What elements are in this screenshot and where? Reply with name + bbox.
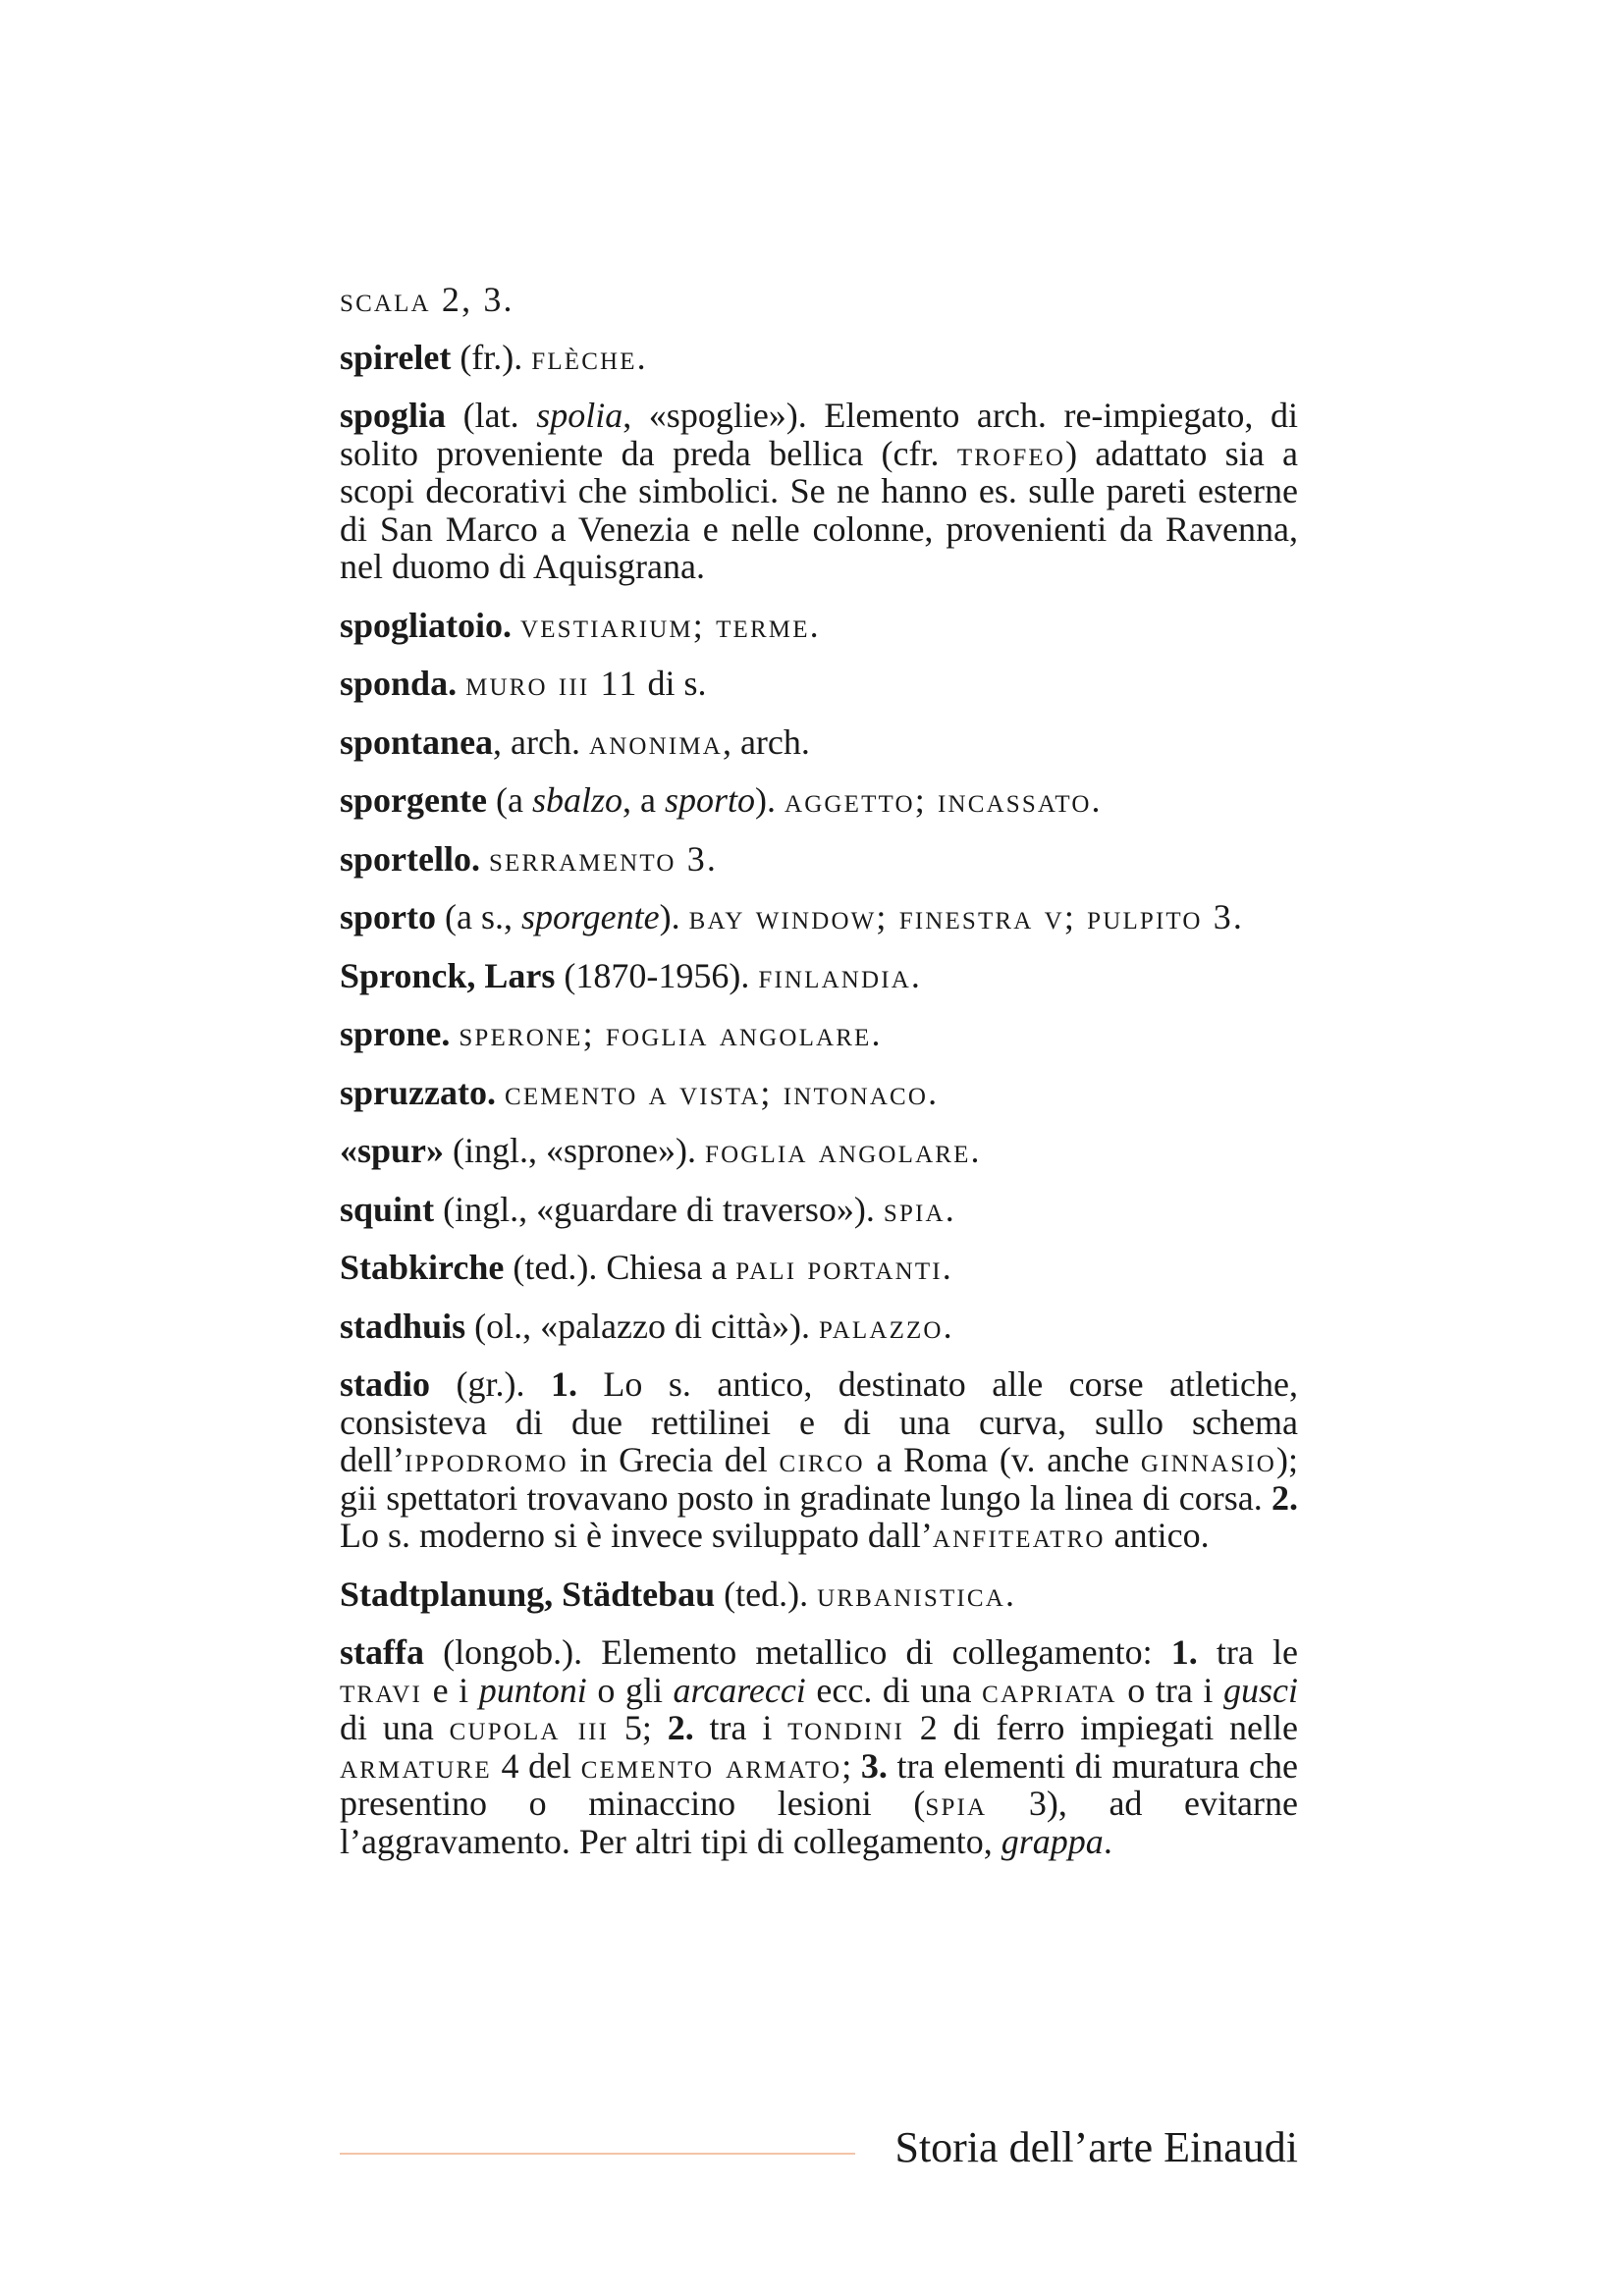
- entry-text: [450, 1014, 459, 1053]
- cross-reference: flèche.: [531, 337, 648, 377]
- entry-text: in Grecia del: [568, 1440, 780, 1479]
- entry-text: , arch.: [722, 721, 810, 762]
- entry-text: Lo s. antico, destinato alle corse atletiche, consisteva di due rettilinei e di una curva, sullo schema dell’: [340, 1364, 1298, 1479]
- cross-reference: spia: [925, 1784, 988, 1823]
- sense-number: 1.: [1170, 1632, 1198, 1672]
- italic-term: gusci: [1223, 1670, 1298, 1710]
- entry-text: tra i: [693, 1708, 788, 1747]
- entry-text: o gli: [586, 1670, 674, 1710]
- cross-reference: sperone; foglia angolare.: [459, 1014, 883, 1053]
- entry-text: , «spoglie»). Elemento arch. re-impiegato, di solito proveniente da preda bellica (cfr.: [340, 396, 1298, 473]
- italic-term: sporto: [664, 780, 755, 820]
- entry-text: (1870-1956).: [555, 955, 759, 995]
- cross-reference: cupola iii: [449, 1708, 610, 1747]
- entry-text: (lat.: [446, 396, 537, 435]
- entry-text: ).: [659, 897, 689, 936]
- entry-headword: sporto: [340, 897, 436, 936]
- entry-headword: Spronck, Lars: [340, 955, 556, 995]
- entry-text: .: [1103, 1821, 1112, 1861]
- dictionary-entry: [340, 1365, 1298, 1555]
- dictionary-entry: [340, 1308, 1298, 1346]
- cross-reference: anonima: [589, 721, 723, 762]
- entry-text: ); gii spettatori trovavano posto in gradinate lungo la linea di corsa.: [340, 1440, 1299, 1518]
- entry-headword: staffa: [340, 1632, 424, 1672]
- entry-text: [512, 606, 520, 645]
- italic-term: grappa: [1001, 1821, 1104, 1861]
- entry-text: a Roma (v. anche: [864, 1440, 1141, 1479]
- entry-text: ;: [841, 1745, 861, 1786]
- cross-reference: muro iii 11: [465, 664, 639, 703]
- dictionary-entry: [340, 1015, 1298, 1053]
- entry-text: , arch.: [493, 721, 589, 762]
- dictionary-entry: [340, 397, 1298, 586]
- entry-text: (ted.). Chiesa a: [504, 1248, 736, 1287]
- entry-text: [496, 1073, 505, 1112]
- sense-number: 1.: [550, 1364, 577, 1404]
- cross-reference: armature: [340, 1745, 492, 1786]
- italic-term: puntoni: [478, 1670, 587, 1710]
- entry-text: tra elementi di muratura che presentino o minaccino lesioni (: [340, 1745, 1298, 1823]
- dictionary-entry: [340, 1633, 1298, 1860]
- entry-text: (a: [486, 780, 532, 820]
- dictionary-entry: [340, 281, 1298, 319]
- dictionary-entry: [340, 957, 1298, 995]
- cross-reference: trofeo: [956, 433, 1066, 473]
- entry-headword: sponda.: [340, 664, 458, 703]
- dictionary-entry: [340, 781, 1298, 820]
- dictionary-entry: [340, 607, 1298, 645]
- dictionary-entry: [340, 840, 1298, 879]
- entry-text: , a: [622, 780, 665, 820]
- entry-headword: spruzzato.: [340, 1072, 496, 1112]
- entry-headword: sporgente: [340, 780, 487, 820]
- entry-text: e i: [421, 1670, 479, 1710]
- cross-reference: spia.: [883, 1189, 956, 1229]
- footer-rule: [340, 2153, 855, 2155]
- cross-reference: ginnasio: [1140, 1440, 1277, 1479]
- italic-term: spolia: [536, 396, 623, 435]
- entry-headword: spontanea: [340, 721, 494, 762]
- dictionary-entry: [340, 665, 1298, 703]
- cross-reference: ippodromo: [404, 1440, 568, 1479]
- entry-text: di una: [340, 1708, 450, 1747]
- entry-text: di s.: [638, 664, 707, 703]
- entry-headword: squint: [340, 1189, 435, 1229]
- entry-text: antico.: [1105, 1516, 1210, 1555]
- sense-number: 2.: [1271, 1477, 1298, 1518]
- italic-term: sporgente: [520, 897, 660, 936]
- entry-text: tra le: [1197, 1632, 1298, 1672]
- entry-headword: Stadtplanung, Städtebau: [340, 1574, 716, 1614]
- cross-reference: finlandia.: [758, 955, 923, 995]
- cross-reference: tondini: [787, 1708, 904, 1747]
- dictionary-entry: [340, 339, 1298, 377]
- entry-headword: spirelet: [340, 337, 452, 377]
- entry-headword: stadio: [340, 1364, 431, 1404]
- entry-text: ecc. di una: [805, 1670, 983, 1710]
- entry-text: ).: [755, 780, 784, 820]
- entry-headword: sprone.: [340, 1014, 451, 1053]
- entry-text: 5;: [609, 1708, 668, 1747]
- entry-text: (gr.).: [430, 1364, 551, 1404]
- cross-reference: scala 2, 3.: [340, 280, 514, 319]
- entry-text: (ted.).: [715, 1574, 818, 1614]
- cross-reference: capriata: [982, 1670, 1117, 1710]
- entry-text: (ol., «palazzo di città»).: [465, 1306, 819, 1346]
- dictionary-entry: [340, 1132, 1298, 1170]
- cross-reference: vestiarium; terme.: [520, 605, 821, 645]
- entry-text: (a s.,: [436, 897, 521, 936]
- dictionary-entry: [340, 1575, 1298, 1614]
- entry-headword: stadhuis: [340, 1306, 466, 1346]
- entry-text: [457, 664, 465, 703]
- entry-text: (ingl., «guardare di traverso»).: [434, 1189, 884, 1229]
- cross-reference: circo: [779, 1440, 865, 1479]
- cross-reference: anfiteatro: [932, 1516, 1106, 1555]
- entry-text: 2 di ferro impiegati nelle: [903, 1708, 1298, 1747]
- footer-title: Storia dell’arte Einaudi: [894, 2123, 1298, 2171]
- cross-reference: travi: [340, 1670, 422, 1710]
- italic-term: sbalzo: [531, 780, 622, 820]
- cross-reference: cemento a vista; intonaco.: [504, 1072, 940, 1112]
- entry-headword: Stabkirche: [340, 1248, 505, 1287]
- entry-text: o tra i: [1116, 1670, 1223, 1710]
- entry-headword: spoglia: [340, 396, 447, 435]
- dictionary-entries: [340, 281, 1298, 1881]
- cross-reference: cemento armato: [580, 1745, 842, 1786]
- sense-number: 2.: [667, 1708, 694, 1747]
- dictionary-entry: [340, 1249, 1298, 1287]
- cross-reference: bay window; finestra v; pulpito 3.: [688, 897, 1245, 936]
- dictionary-entry: [340, 898, 1298, 936]
- entry-headword: spogliatoio.: [340, 605, 513, 645]
- dictionary-entry: [340, 723, 1298, 762]
- entry-text: ) adattato sia a scopi decorativi che simbolici. Se ne hanno es. sulle pareti esterne di San Marco a Venezia e nelle colonne, provenienti da Ravenna, nel duomo di Aquisgrana.: [340, 433, 1299, 586]
- cross-reference: palazzo.: [818, 1306, 954, 1346]
- entry-text: [480, 839, 489, 879]
- sense-number: 3.: [860, 1745, 888, 1786]
- cross-reference: aggetto; incassato.: [784, 780, 1103, 820]
- cross-reference: urbanistica.: [817, 1574, 1017, 1614]
- entry-headword: sportello.: [340, 838, 480, 879]
- cross-reference: serramento 3.: [488, 838, 719, 879]
- entry-text: 3), ad evitarne l’aggravamento. Per altri tipi di collegamento,: [340, 1784, 1298, 1861]
- cross-reference: foglia angolare.: [705, 1131, 982, 1170]
- entry-text: (fr.).: [451, 337, 532, 377]
- italic-term: arcarecci: [673, 1670, 806, 1710]
- entry-text: (longob.). Elemento metallico di collegamento:: [423, 1632, 1171, 1672]
- entry-text: Lo s. moderno si è invece sviluppato dall’: [340, 1516, 933, 1555]
- cross-reference: pali portanti.: [735, 1248, 953, 1287]
- entry-headword: «spur»: [340, 1131, 445, 1170]
- dictionary-entry: [340, 1191, 1298, 1229]
- entry-text: (ingl., «sprone»).: [444, 1131, 705, 1170]
- page-footer: [340, 2118, 1298, 2177]
- dictionary-entry: [340, 1074, 1298, 1112]
- entry-text: 4 del: [491, 1745, 581, 1786]
